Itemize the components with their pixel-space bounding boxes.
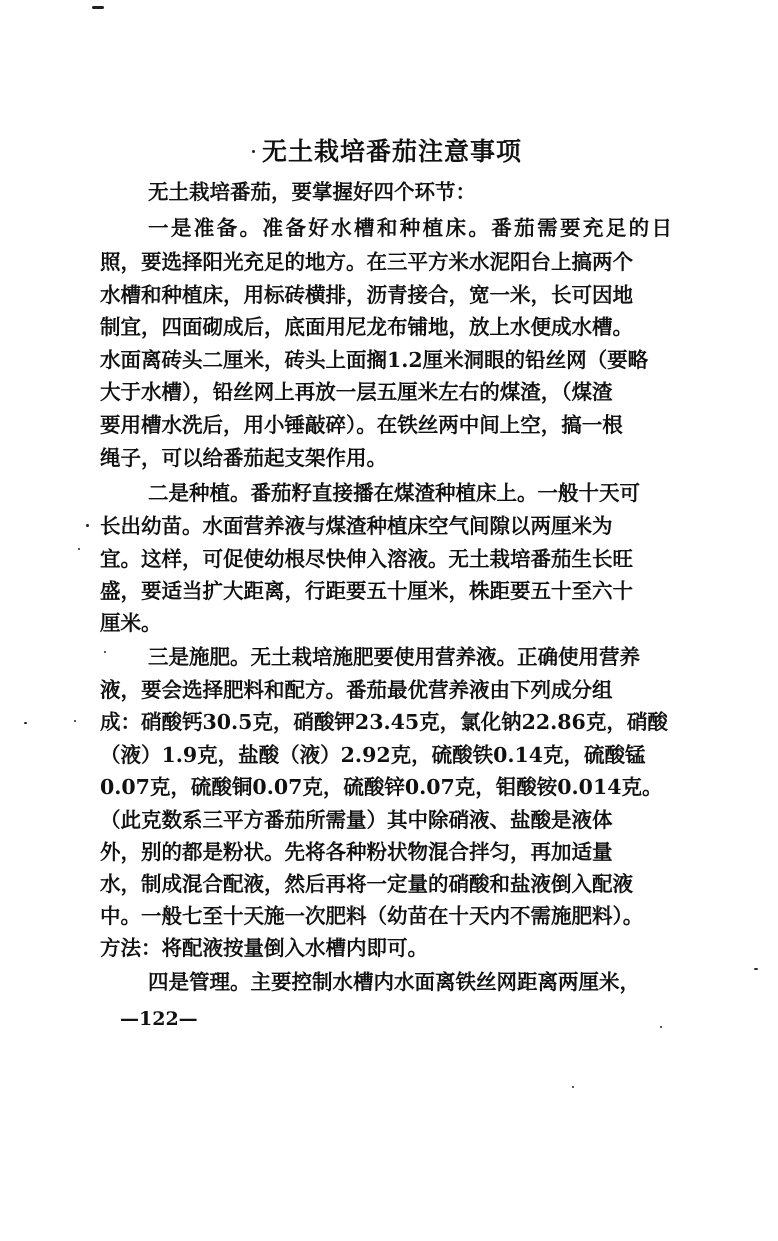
- text-line: 水，制成混合配液，然后再将一定量的硝酸和盐液倒入配液: [100, 872, 633, 896]
- scan-speck: [104, 651, 106, 653]
- page-number: —122—: [120, 1008, 198, 1030]
- text-line: 长出幼苗。水面营养液与煤渣种植床空气间隙以两厘米为: [100, 514, 613, 538]
- scan-speck: [754, 968, 758, 970]
- scan-speck: [78, 548, 80, 550]
- text-line: 一是准备。准备好水槽和种植床。番茄需要充足的日: [148, 216, 672, 240]
- text-line: 方法：将配液按量倒入水槽内即可。: [100, 936, 428, 960]
- text-line: 宜。这样，可促使幼根尽快伸入溶液。无土栽培番茄生长旺: [100, 547, 633, 571]
- scan-speck: [252, 150, 255, 153]
- text-line: 三是施肥。无土栽培施肥要使用营养液。正确使用营养: [148, 645, 640, 669]
- scan-speck: [92, 6, 104, 9]
- scan-speck: [86, 524, 89, 527]
- scan-speck: [572, 1086, 574, 1088]
- text-line: 无土栽培番茄，要掌握好四个环节：: [148, 180, 476, 204]
- text-line: 要用槽水洗后，用小锤敲碎）。在铁丝两中间上空，搞一根: [100, 413, 623, 437]
- text-line: （此克数系三平方番茄所需量）其中除硝液、盐酸是液体: [100, 808, 613, 832]
- text-line: 制宜，四面砌成后，底面用尼龙布铺地，放上水便成水槽。: [100, 315, 633, 339]
- text-line: 外，别的都是粉状。先将各种粉状物混合拌匀，再加适量: [100, 840, 613, 864]
- text-line: 盛，要适当扩大距离，行距要五十厘米，株距要五十至六十: [100, 579, 633, 603]
- scan-speck: [660, 1026, 662, 1028]
- text-line: 照，要选择阳光充足的地方。在三平方米水泥阳台上搞两个: [100, 250, 633, 274]
- text-line: 液，要会选择肥料和配方。番茄最优营养液由下列成分组: [100, 678, 613, 702]
- text-line: 大于水槽），铅丝网上再放一层五厘米左右的煤渣，（煤渣: [100, 380, 613, 404]
- text-line: 水面离砖头二厘米，砖头上面搁1.2厘米洞眼的铅丝网（要略: [100, 348, 649, 372]
- text-line: （液）1.9克，盐酸（液）2.92克，硫酸铁0.14克，硫酸锰: [100, 743, 646, 767]
- text-line: 中。一般七至十天施一次肥料（幼苗在十天内不需施肥料）。: [100, 904, 644, 928]
- text-line: 二是种植。番茄籽直接播在煤渣种植床上。一般十天可: [148, 481, 640, 505]
- text-line: 0.07克，硫酸铜0.07克，硫酸锌0.07克，钼酸铵0.014克。: [100, 775, 663, 799]
- scan-speck: [74, 720, 76, 722]
- scan-speck: [24, 722, 27, 724]
- text-line: 水槽和种植床，用标砖横排，沥青接合，宽一米，长可因地: [100, 283, 633, 307]
- article-title: 无土栽培番茄注意事项: [262, 137, 523, 166]
- text-line: 绳子，可以给番茄起支架作用。: [100, 446, 387, 470]
- text-line: 厘米。: [100, 611, 162, 635]
- text-line: 四是管理。主要控制水槽内水面离铁丝网距离两厘米，: [148, 970, 640, 994]
- text-line: 成：硝酸钙30.5克，硝酸钾23.45克，氯化钠22.86克，硝酸: [100, 710, 668, 734]
